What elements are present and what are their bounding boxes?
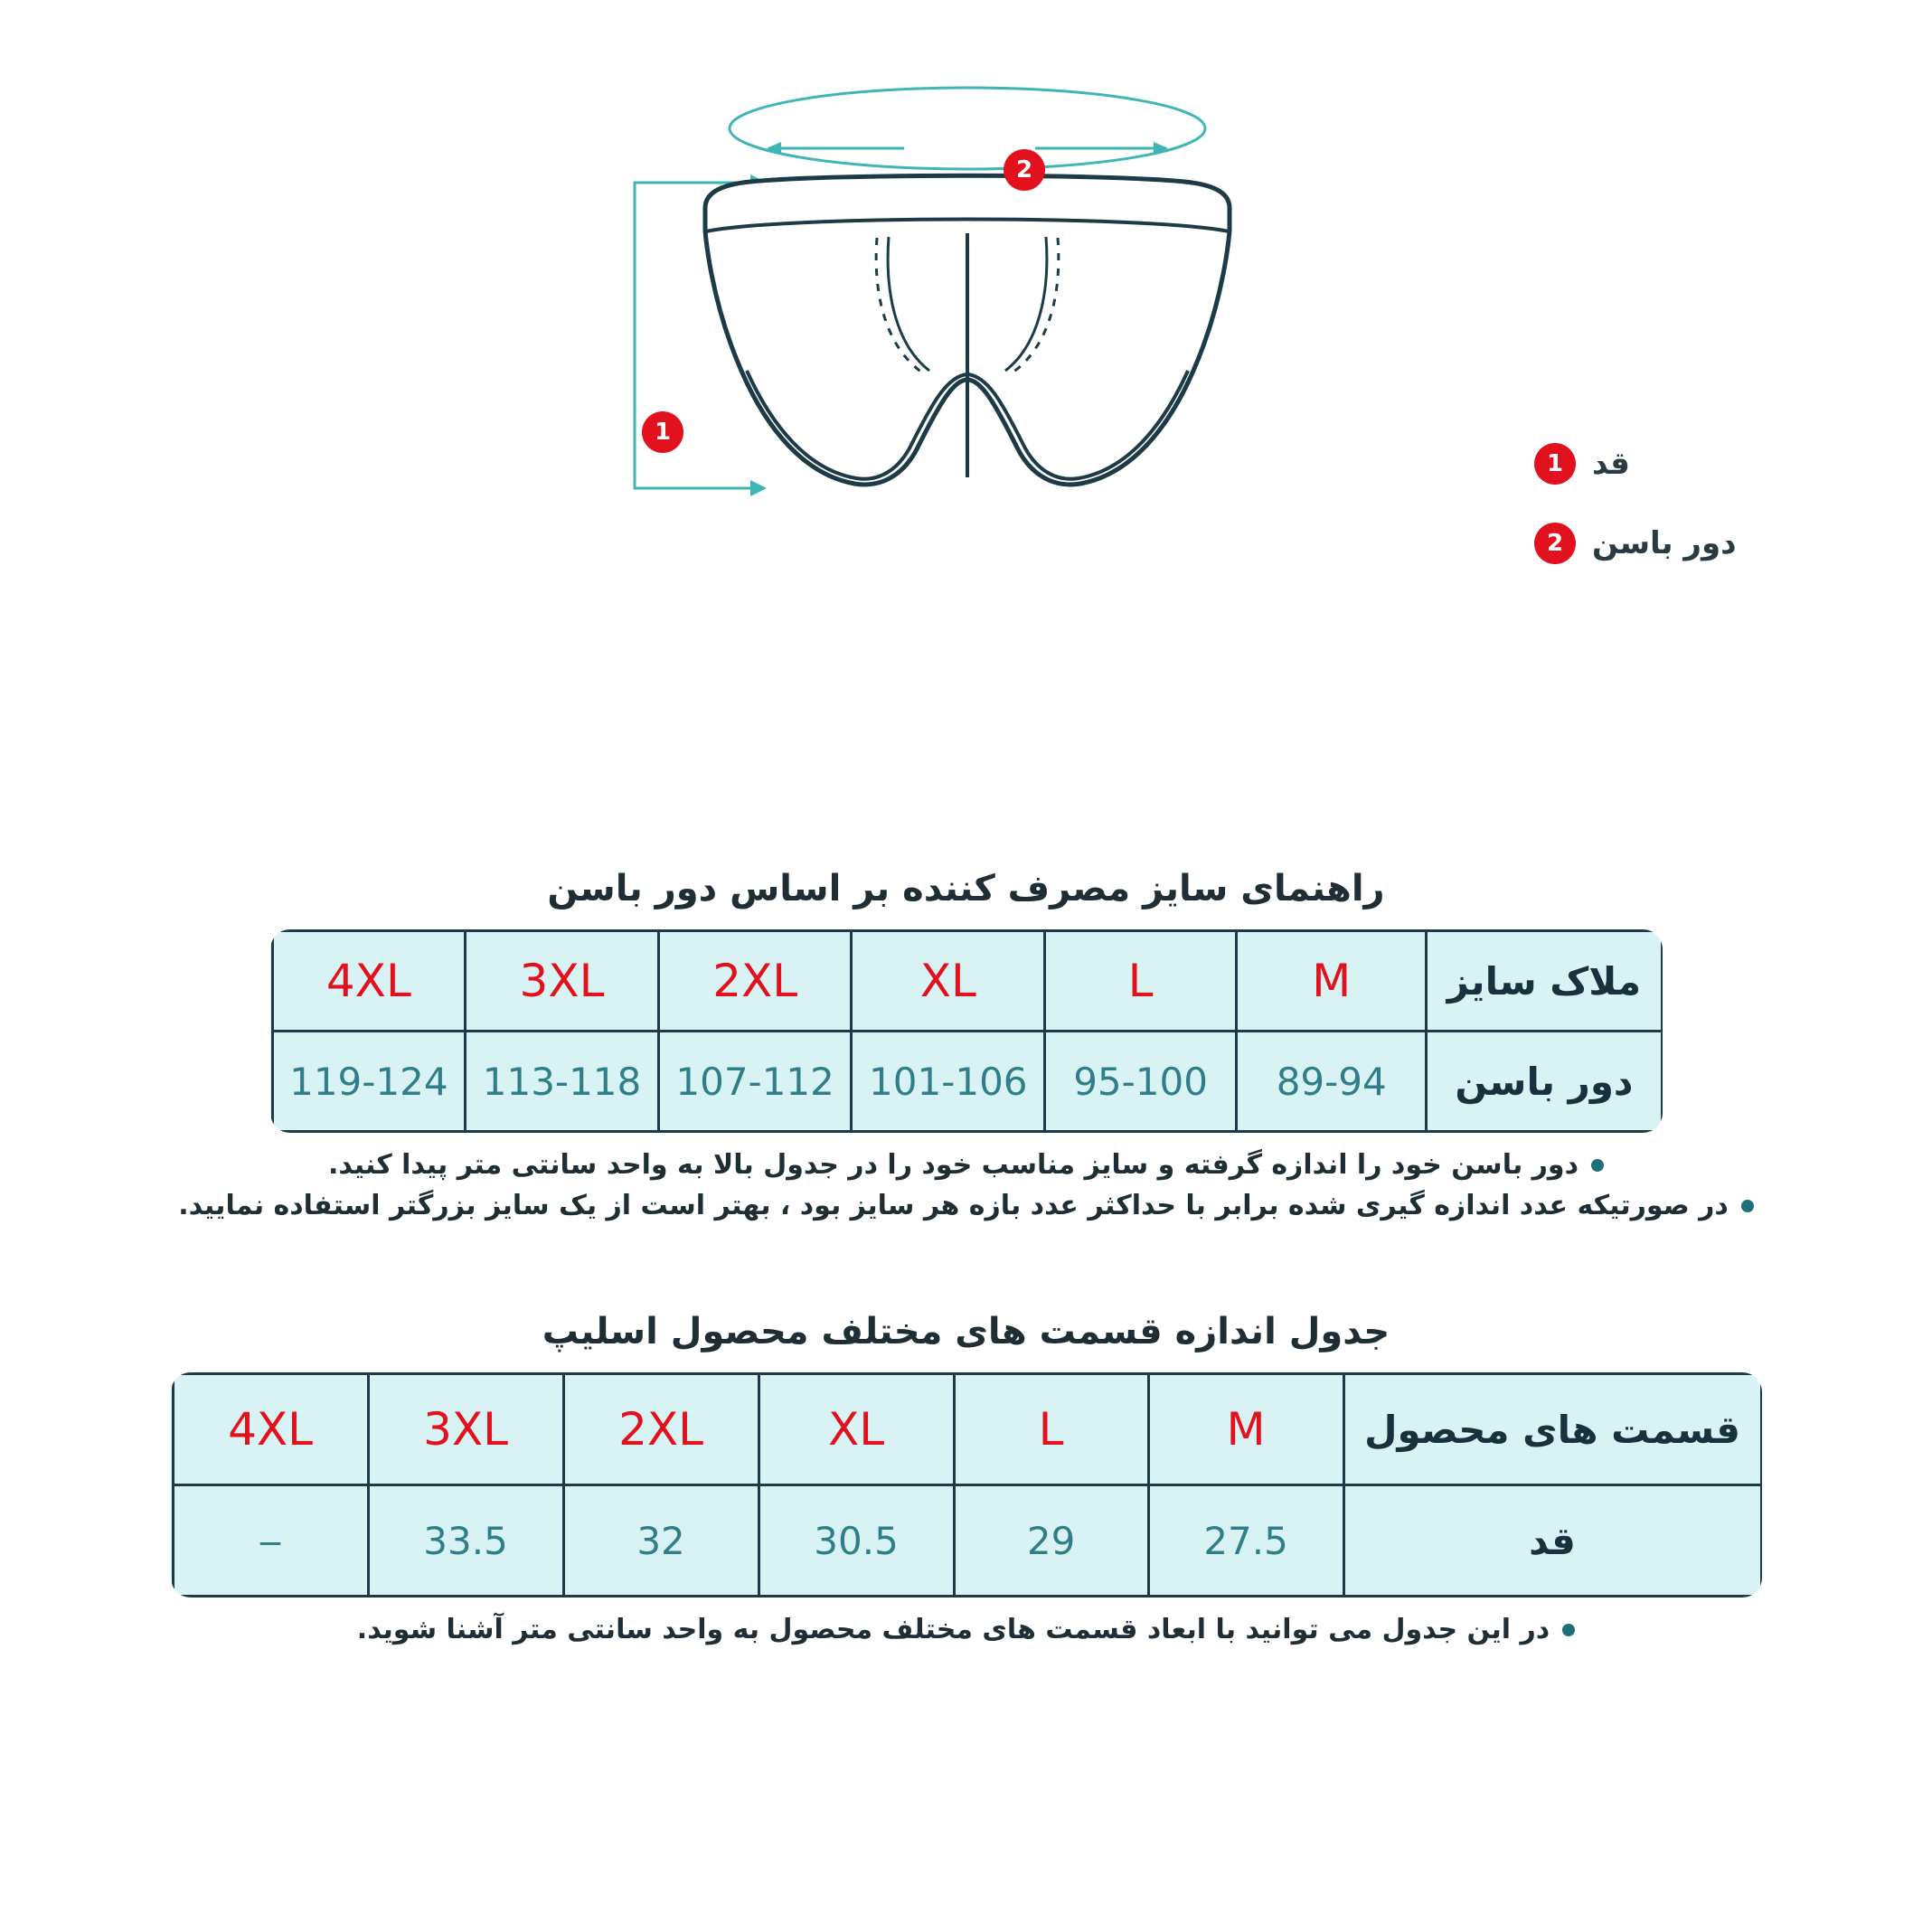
hip-size-xl: XL (852, 931, 1045, 1032)
parts-size-4xl: 4XL (173, 1374, 368, 1485)
legend-label-1: قد (1592, 446, 1630, 482)
legend (1534, 443, 1860, 602)
table-row (272, 931, 1662, 1032)
parts-table-row-header: قسمت های محصول (1343, 1374, 1761, 1485)
hip-value-3xl: 113-118 (466, 1032, 659, 1132)
parts-note-1-text: در این جدول می توانید با ابعاد قسمت های مختلف محصول به واحد سانتی متر آشنا شوید. (356, 1614, 1550, 1645)
product-parts-table (171, 1372, 1762, 1597)
bullet-icon (1562, 1624, 1575, 1636)
hip-value-4xl: 119-124 (272, 1032, 466, 1132)
hip-note-1 (0, 1149, 1932, 1181)
hip-size-3xl: 3XL (466, 931, 659, 1032)
length-value-l: 29 (954, 1485, 1148, 1597)
table-row (272, 1032, 1662, 1132)
hip-table-row-header-size: ملاک سایز (1427, 931, 1662, 1032)
badge-2: 2 (1004, 149, 1045, 191)
parts-size-xl: XL (759, 1374, 954, 1485)
length-value-3xl: 33.5 (368, 1485, 563, 1597)
parts-size-3xl: 3XL (368, 1374, 563, 1485)
badge-1: 1 (642, 411, 683, 453)
legend-badge-1: 1 (1534, 443, 1576, 485)
length-value-xl: 30.5 (759, 1485, 954, 1597)
table-row (173, 1485, 1761, 1597)
hip-table-title: راهنمای سایز مصرف کننده بر اساس دور باسن (547, 868, 1385, 909)
hip-table-notes (0, 1149, 1932, 1221)
badge-2-marker (1004, 149, 1045, 191)
hip-value-xl: 101-106 (852, 1032, 1045, 1132)
hip-note-1-text: دور باسن خود را اندازه گرفته و سایز مناسب خود را در جدول بالا به واحد سانتی متر پیدا کنید. (328, 1149, 1579, 1181)
legend-label-2: دور باسن (1592, 525, 1737, 561)
bullet-icon (1591, 1159, 1604, 1172)
parts-size-m: M (1148, 1374, 1343, 1485)
hip-note-2-text: در صورتیکه عدد اندازه گیری شده برابر با حداکثر عدد بازه هر سایز بود ، بهتر است از یک سایز بزرگتر استفاده نمایید. (178, 1190, 1729, 1221)
hip-size-m: M (1237, 931, 1427, 1032)
hip-measure-ellipse (730, 88, 1205, 169)
legend-item-1 (1534, 443, 1860, 485)
length-value-m: 27.5 (1148, 1485, 1343, 1597)
hip-size-section (0, 868, 1932, 1230)
parts-size-l: L (954, 1374, 1148, 1485)
hip-size-l: L (1045, 931, 1237, 1032)
badge-1-marker (642, 411, 683, 453)
legend-item-2 (1534, 523, 1860, 564)
length-value-2xl: 32 (563, 1485, 759, 1597)
brief-drawing (561, 72, 1374, 633)
parts-size-2xl: 2XL (563, 1374, 759, 1485)
legend-badge-2: 2 (1534, 523, 1576, 564)
parts-table-notes (0, 1614, 1932, 1645)
length-arrow-bottom (750, 480, 767, 496)
length-value-4xl: ‒ (173, 1485, 368, 1597)
parts-note-1 (0, 1614, 1932, 1645)
hip-size-2xl: 2XL (658, 931, 852, 1032)
parts-row-header-length: قد (1343, 1485, 1761, 1597)
hip-size-4xl: 4XL (272, 931, 466, 1032)
hip-value-l: 95-100 (1045, 1032, 1237, 1132)
hip-size-table (270, 929, 1663, 1133)
hip-value-2xl: 107-112 (658, 1032, 852, 1132)
hip-note-2 (0, 1190, 1932, 1221)
table-row (173, 1374, 1761, 1485)
product-parts-section (0, 1311, 1932, 1654)
hip-value-m: 89-94 (1237, 1032, 1427, 1132)
parts-table-title: جدول اندازه قسمت های مختلف محصول اسلیپ (542, 1311, 1390, 1352)
bullet-icon (1741, 1200, 1754, 1212)
hip-table-row-header-hip: دور باسن (1427, 1032, 1662, 1132)
